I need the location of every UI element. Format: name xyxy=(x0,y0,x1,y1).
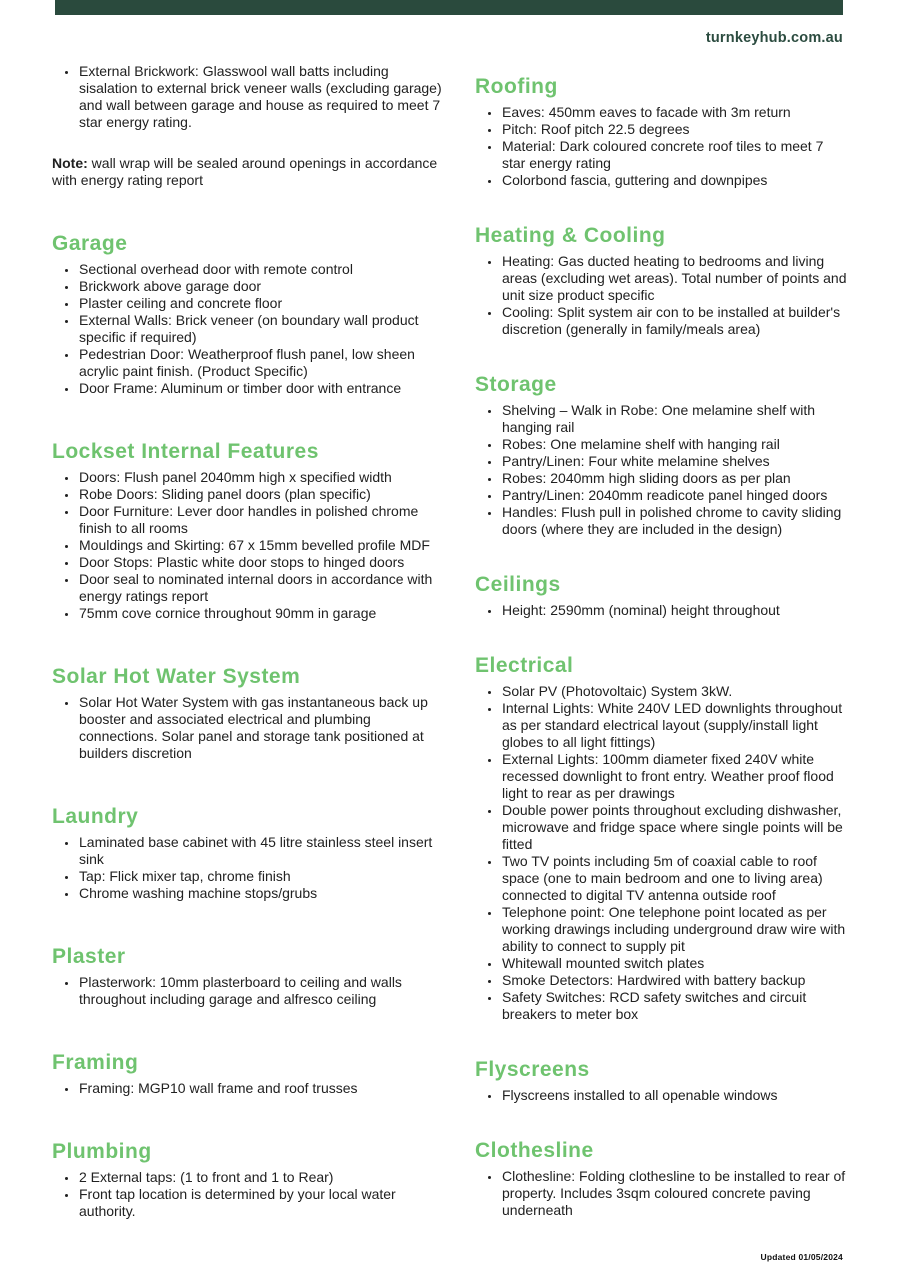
bullet-list xyxy=(475,402,849,538)
bullet-item: • Internal Lights: White 240V LED downlights throughout as per standard electrical layout (supply/install light globes to all light fittings) xyxy=(501,700,849,751)
bullet-item: • Shelving – Walk in Robe: One melamine shelf with hanging rail xyxy=(501,402,849,436)
note-label: Note: xyxy=(52,155,88,171)
bullet-item: • External Walls: Brick veneer (on boundary wall product specific if required) xyxy=(78,312,450,346)
bullet-list xyxy=(475,1087,849,1104)
bullet-item: • Robe Doors: Sliding panel doors (plan specific) xyxy=(78,486,450,503)
section-heading: Solar Hot Water System xyxy=(52,665,301,688)
section-heading: Heating & Cooling xyxy=(475,224,666,247)
bullet-item: • Solar Hot Water System with gas instantaneous back up booster and associated electrical and plumbing connections. Solar panel and storage tank positioned at builders discretion xyxy=(78,694,450,762)
bullet-item: • 2 External taps: (1 to front and 1 to Rear) xyxy=(78,1169,450,1186)
bullet-item: • Brickwork above garage door xyxy=(78,278,450,295)
bullet-item: • Laminated base cabinet with 45 litre stainless steel insert sink xyxy=(78,834,450,868)
note-paragraph xyxy=(52,155,450,189)
section-heading: Plumbing xyxy=(52,1140,152,1163)
bullet-item: • 75mm cove cornice throughout 90mm in garage xyxy=(78,605,450,622)
section-heading: Laundry xyxy=(52,805,139,828)
bullet-item: • Chrome washing machine stops/grubs xyxy=(78,885,450,902)
bullet-list xyxy=(52,63,450,131)
section-ceilings xyxy=(475,572,849,619)
bullet-item: • Door seal to nominated internal doors in accordance with energy ratings report xyxy=(78,571,450,605)
bullet-list xyxy=(52,834,450,902)
bullet-item: • Sectional overhead door with remote control xyxy=(78,261,450,278)
bullet-item: • External Brickwork: Glasswool wall batts including sisalation to external brick veneer walls (excluding garage) and wall between garage and house as required to meet 7 star energy rating. xyxy=(78,63,450,131)
section-laundry xyxy=(52,804,450,902)
bullet-item: • Solar PV (Photovoltaic) System 3kW. xyxy=(501,683,849,700)
bullet-item: • Double power points throughout excluding dishwasher, microwave and fridge space where single points will be fitted xyxy=(501,802,849,853)
bullet-item: • Framing: MGP10 wall frame and roof trusses xyxy=(78,1080,450,1097)
note-text: wall wrap will be sealed around openings in accordance with energy rating report xyxy=(52,155,438,188)
bullet-item: • Eaves: 450mm eaves to facade with 3m return xyxy=(501,104,849,121)
bullet-item: • Handles: Flush pull in polished chrome to cavity sliding doors (where they are included in the design) xyxy=(501,504,849,538)
bullet-item: • Doors: Flush panel 2040mm high x specified width xyxy=(78,469,450,486)
header-bar xyxy=(55,0,843,15)
bullet-item: • Cooling: Split system air con to be installed at builder's discretion (generally in family/meals area) xyxy=(501,304,849,338)
bullet-list xyxy=(52,261,450,397)
section-clothesline xyxy=(475,1138,849,1219)
bullet-item: • Pedestrian Door: Weatherproof flush panel, low sheen acrylic paint finish. (Product Specific) xyxy=(78,346,450,380)
section-heading: Clothesline xyxy=(475,1139,594,1162)
bullet-item: • Smoke Detectors: Hardwired with battery backup xyxy=(501,972,849,989)
bullet-list xyxy=(52,694,450,762)
bullet-list xyxy=(475,1168,849,1219)
bullet-item: • Robes: 2040mm high sliding doors as per plan xyxy=(501,470,849,487)
bullet-item: • Front tap location is determined by your local water authority. xyxy=(78,1186,450,1220)
bullet-list xyxy=(52,469,450,622)
bullet-item: • Whitewall mounted switch plates xyxy=(501,955,849,972)
bullet-item: • Pantry/Linen: Four white melamine shelves xyxy=(501,453,849,470)
section-heading: Framing xyxy=(52,1051,139,1074)
section-electrical xyxy=(475,653,849,1023)
bullet-item: • Colorbond fascia, guttering and downpipes xyxy=(501,172,849,189)
bullet-item: • Door Furniture: Lever door handles in polished chrome finish to all rooms xyxy=(78,503,450,537)
bullet-item: • Pantry/Linen: 2040mm readicote panel hinged doors xyxy=(501,487,849,504)
section-heading: Roofing xyxy=(475,75,558,98)
section-heading: Garage xyxy=(52,232,128,255)
bullet-list xyxy=(52,974,450,1008)
bullet-item: • Flyscreens installed to all openable windows xyxy=(501,1087,849,1104)
bullet-item: • Telephone point: One telephone point located as per working drawings including underground draw wire with ability to connect to supply pit xyxy=(501,904,849,955)
bullet-list xyxy=(52,1080,450,1097)
section-heading: Ceilings xyxy=(475,573,561,596)
bullet-item: • Robes: One melamine shelf with hanging rail xyxy=(501,436,849,453)
bullet-item: • Plasterwork: 10mm plasterboard to ceiling and walls throughout including garage and alfresco ceiling xyxy=(78,974,450,1008)
bullet-item: • Mouldings and Skirting: 67 x 15mm bevelled profile MDF xyxy=(78,537,450,554)
section-storage xyxy=(475,372,849,538)
site-url: turnkeyhub.com.au xyxy=(705,30,843,46)
section-intro xyxy=(52,63,450,131)
bullet-item: • Door Stops: Plastic white door stops to hinged doors xyxy=(78,554,450,571)
footer-updated-date: Updated 01/05/2024 xyxy=(760,1252,843,1262)
section-solar-hot-water-system xyxy=(52,664,450,762)
section-framing xyxy=(52,1050,450,1097)
bullet-item: • Height: 2590mm (nominal) height throughout xyxy=(501,602,849,619)
bullet-item: • Material: Dark coloured concrete roof tiles to meet 7 star energy rating xyxy=(501,138,849,172)
section-plumbing xyxy=(52,1139,450,1220)
section-heading: Plaster xyxy=(52,945,126,968)
left-column xyxy=(52,63,450,1220)
bullet-item: • Door Frame: Aluminum or timber door with entrance xyxy=(78,380,450,397)
section-plaster xyxy=(52,944,450,1008)
bullet-item: • Heating: Gas ducted heating to bedrooms and living areas (excluding wet areas). Total number of points and unit size product specific xyxy=(501,253,849,304)
section-garage xyxy=(52,231,450,397)
bullet-item: • Tap: Flick mixer tap, chrome finish xyxy=(78,868,450,885)
bullet-item: • Safety Switches: RCD safety switches and circuit breakers to meter box xyxy=(501,989,849,1023)
section-heading: Lockset Internal Features xyxy=(52,440,319,463)
section-roofing xyxy=(475,74,849,189)
section-heating-cooling xyxy=(475,223,849,338)
bullet-item: • External Lights: 100mm diameter fixed 240V white recessed downlight to front entry. Weather proof flood light to rear as per drawings xyxy=(501,751,849,802)
bullet-list xyxy=(475,683,849,1023)
bullet-item: • Plaster ceiling and concrete floor xyxy=(78,295,450,312)
right-column xyxy=(475,74,849,1219)
bullet-list xyxy=(52,1169,450,1220)
bullet-list xyxy=(475,104,849,189)
bullet-list xyxy=(475,253,849,338)
section-heading: Flyscreens xyxy=(475,1058,590,1081)
bullet-item: • Pitch: Roof pitch 22.5 degrees xyxy=(501,121,849,138)
section-heading: Storage xyxy=(475,373,557,396)
section-lockset-internal-features xyxy=(52,439,450,622)
section-heading: Electrical xyxy=(475,654,574,677)
bullet-item: • Two TV points including 5m of coaxial cable to roof space (one to main bedroom and one to living area) connected to digital TV antenna outside roof xyxy=(501,853,849,904)
section-flyscreens xyxy=(475,1057,849,1104)
bullet-item: • Clothesline: Folding clothesline to be installed to rear of property. Includes 3sqm coloured concrete paving underneath xyxy=(501,1168,849,1219)
bullet-list xyxy=(475,602,849,619)
